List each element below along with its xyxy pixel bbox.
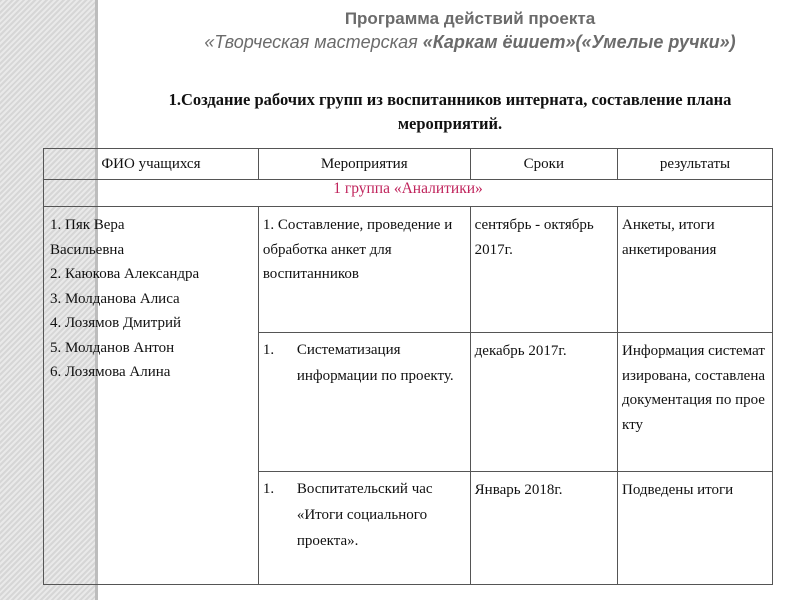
- result-cell: [618, 333, 773, 472]
- term-cell: [470, 207, 617, 333]
- section-heading-line2: мероприятий.: [397, 114, 503, 133]
- table-row: [44, 207, 773, 333]
- result-cell: [618, 472, 773, 585]
- student-item: 5. Молданов Антон: [50, 339, 175, 356]
- term-text: декабрь 2017г.: [474, 343, 567, 359]
- column-header-students: ФИО учащихся: [44, 149, 259, 180]
- event-cell: [258, 333, 470, 472]
- event-cell: [258, 472, 470, 585]
- event-text: Систематизация информации по проекту.: [296, 342, 454, 384]
- student-item: 2. Каюкова Александра: [50, 266, 200, 282]
- event-cell: [258, 207, 470, 333]
- list-number: 1.: [262, 342, 275, 358]
- page-subtitle: [100, 30, 800, 54]
- title-block: [100, 8, 800, 54]
- program-table: [43, 148, 773, 585]
- result-text: Информация систематизирована, составлена документация по проекту: [622, 343, 766, 433]
- section-heading: [100, 88, 800, 136]
- term-text: сентябрь - октябрь 2017г.: [474, 217, 594, 258]
- student-item: Васильевна: [50, 241, 125, 258]
- term-cell: [470, 472, 617, 585]
- event-text: 1. Составление, проведение и обработка анкет для воспитанников: [262, 217, 453, 282]
- event-text: Воспитательский час «Итоги социального проекта».: [296, 481, 433, 549]
- student-item: 6. Лозямова Алина: [50, 364, 171, 380]
- result-text: Анкеты, итоги анкетирования: [622, 217, 717, 258]
- group-row: [44, 180, 773, 207]
- column-header-terms: Сроки: [470, 149, 617, 180]
- event-list-item: [259, 333, 470, 389]
- term-cell: [470, 333, 617, 472]
- student-item: 4. Лозямов Дмитрий: [50, 315, 181, 331]
- student-item: 3. Молданова Алиса: [50, 290, 180, 307]
- event-list-item: [259, 472, 470, 554]
- term-text: Январь 2018г.: [474, 482, 563, 498]
- list-number: 1.: [262, 481, 275, 497]
- subtitle-bold: «Каркам ёшиет»(«Умелые ручки»): [422, 32, 736, 52]
- section-heading-line1: 1.Создание рабочих групп из воспитанников интерната, составление плана: [168, 90, 732, 109]
- subtitle-plain: «Творческая мастерская: [204, 32, 423, 52]
- table-header-row: [44, 149, 773, 180]
- student-item: 1. Пяк Вера: [50, 217, 125, 233]
- result-cell: [618, 207, 773, 333]
- students-list: [44, 207, 258, 385]
- column-header-events: Мероприятия: [258, 149, 470, 180]
- page-title: Программа действий проекта: [344, 9, 596, 28]
- students-cell: [44, 207, 259, 585]
- result-text: Подведены итоги: [622, 482, 734, 498]
- column-header-results: результаты: [618, 149, 773, 180]
- group-title: 1 группа «Аналитики»: [44, 180, 773, 207]
